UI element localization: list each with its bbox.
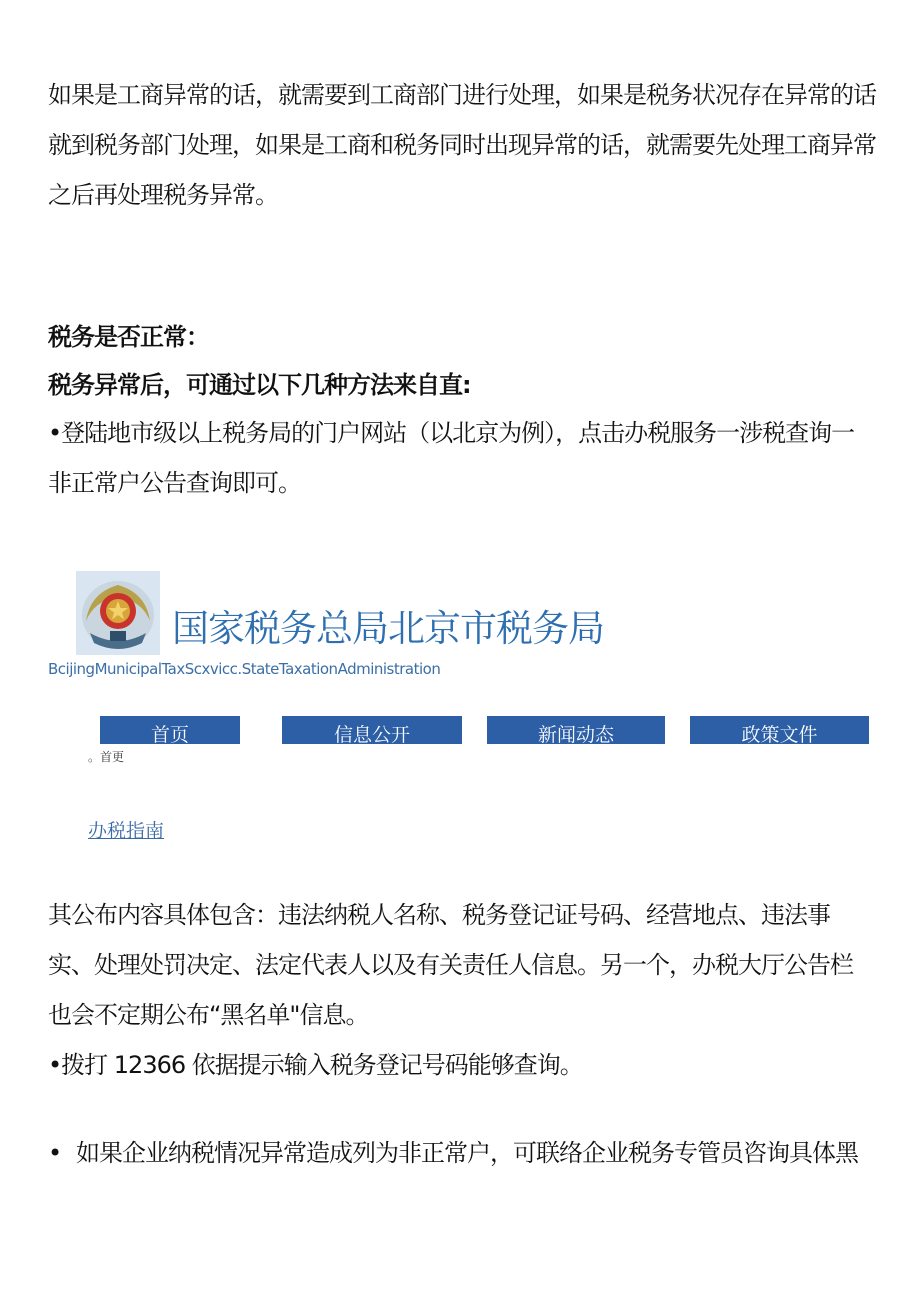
- intro-paragraph: [48, 70, 878, 220]
- nav-news-button[interactable]: 新闻动态: [487, 716, 665, 744]
- nav-info-disclosure-button[interactable]: 信息公开: [282, 716, 462, 744]
- bullet-marker: •: [48, 1139, 62, 1167]
- method-contact-text: 如果企业纳税情况异常造成列为非正常户，可联络企业税务专管员咨询具体黑: [76, 1139, 858, 1167]
- site-subtitle: BcijingMunicipalTaxScxvicc.StateTaxationAdministration: [48, 660, 441, 678]
- intro-line-3: 之后再处理税务异常。: [48, 181, 278, 209]
- intro-line-2: 就到税务部门处理，如果是工商和税务同时出现异常的话，就需要先处理工商异常: [48, 131, 876, 159]
- content-line-3: 也会不定期公布“黑名单"信息。: [48, 1001, 369, 1029]
- tax-guide-link[interactable]: 办税指南: [88, 820, 165, 842]
- intro-line-1: 如果是工商异常的话，就需要到工商部门进行处理，如果是税务状况存在异常的话: [48, 81, 876, 109]
- national-emblem-icon: [76, 571, 160, 655]
- breadcrumb[interactable]: 。首更: [88, 750, 125, 764]
- heading-tax-status: 税务是否正常：: [48, 323, 209, 351]
- method-hotline-paragraph: •拨打 12366 依据提示输入税务登记号码能够查询。: [48, 1051, 583, 1079]
- nav-policy-button[interactable]: 政策文件: [690, 716, 869, 744]
- content-line-1: 其公布内容具体包含：违法纳税人名称、税务登记证号码、经营地点、违法事: [48, 901, 830, 929]
- content-paragraph: [48, 890, 878, 1040]
- content-line-2: 实、处理处罚决定、法定代表人以及有关责任人信息。另一个，办税大厅公告栏: [48, 951, 853, 979]
- method-website-paragraph: [48, 408, 878, 508]
- site-title: 国家税务总局北京市税务局: [172, 607, 604, 650]
- nav-home-button[interactable]: 首页: [100, 716, 240, 744]
- heading-methods: 税务异常后，可通过以下几种方法来自直:: [48, 371, 471, 399]
- method-website-line-1: •登陆地市级以上税务局的门户网站（以北京为例），点击办税服务一涉税查询一: [48, 419, 855, 447]
- method-website-line-2: 非正常户公告查询即可。: [48, 469, 301, 497]
- method-contact-paragraph: [48, 1128, 888, 1178]
